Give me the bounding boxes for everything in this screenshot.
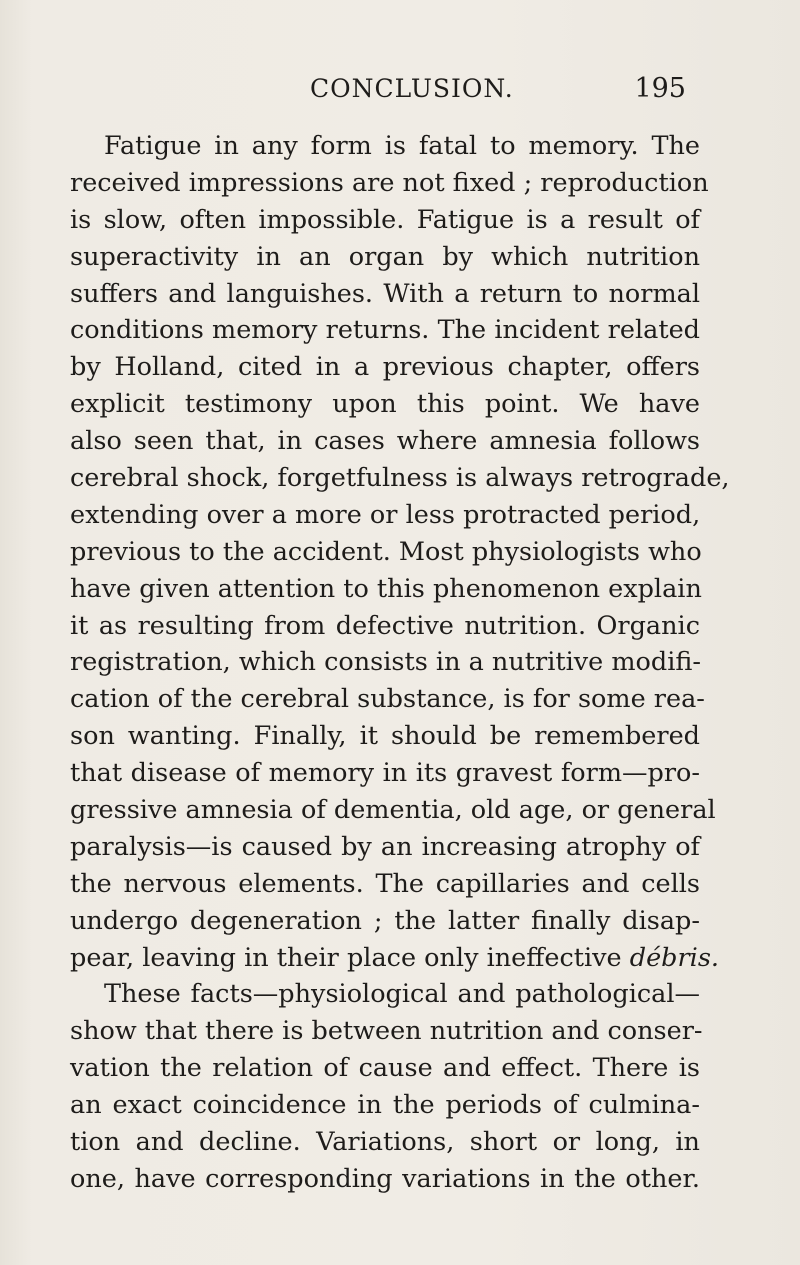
text-line-content: undergo degeneration ; the latter finally disap- [70,905,700,936]
text-line [70,976,700,1013]
running-title: CONCLUSION. [310,74,514,103]
text-line-content: by Holland, cited in a previous chapter, offers [70,352,700,383]
text-line-content: an exact coincidence in the periods of culmina- [70,1090,700,1121]
running-head [0,74,800,114]
text-line [70,1013,703,1050]
text-line [70,903,700,940]
text-line-content: show that there is between nutrition and conser- [70,1016,703,1047]
text-line-content: tion and decline. Variations, short or long, in [70,1127,700,1158]
text-line [70,239,700,276]
body-text [70,128,730,1198]
text-line [70,681,705,718]
text-line [70,608,700,645]
text-line [70,165,709,202]
text-line [70,866,700,903]
text-line [70,755,700,792]
text-line [70,571,700,608]
text-line [70,312,700,349]
text-line [70,202,700,239]
text-line-content: pear, leaving in their place only ineffective [70,942,622,973]
page-number: 195 [634,73,686,104]
text-line [70,1050,700,1087]
text-line-content: vation the relation of cause and effect. There is [70,1053,700,1084]
text-line [70,1161,700,1198]
text-line-content: the nervous elements. The capillaries and cells [70,868,700,899]
text-line [70,423,700,460]
text-line-content: son wanting. Finally, it should be remembered [70,721,700,752]
text-line-content: conditions memory returns. The incident related [70,315,700,346]
text-line [70,497,700,534]
text-line-content: that disease of memory in its gravest form—pro- [70,758,700,789]
text-line-content: cerebral shock, forgetfulness is always retrograde, [70,463,730,494]
text-line [70,460,730,497]
text-line-content: one, have corresponding variations in the other. [70,1163,700,1194]
text-line [70,1087,700,1124]
text-line [70,940,720,977]
text-line-content: extending over a more or less protracted period, [70,499,701,530]
text-line-content: cation of the cerebral substance, is for some rea- [70,684,705,715]
text-line [70,386,700,423]
text-line-content: also seen that, in cases where amnesia follows [70,426,700,457]
text-line-content: suffers and languishes. With a return to normal [70,278,700,309]
text-line-content: previous to the accident. Most physiologists who [70,536,702,567]
text-line [70,128,700,165]
text-line-content: gressive amnesia of dementia, old age, or general [70,795,716,826]
text-line [70,792,716,829]
text-line [70,644,700,681]
text-line [70,829,700,866]
text-line [70,718,700,755]
text-line-content: have given attention to this phenomenon explain [70,573,702,604]
text-line-content: Fatigue in any form is fatal to memory. The [104,131,700,161]
text-line-content: paralysis—is caused by an increasing atrophy of [70,831,700,862]
italic-word: débris. [629,942,720,973]
text-line [70,349,700,386]
text-line-content: registration, which consists in a nutritive modifi- [70,647,701,678]
text-line-content: received impressions are not fixed ; reproduction [70,167,709,198]
text-line-content: is slow, often impossible. Fatigue is a result of [70,204,700,235]
text-line-content: explicit testimony upon this point. We have [70,389,700,420]
text-line-content: it as resulting from defective nutrition. Organic [70,610,700,641]
text-line [70,1124,700,1161]
text-line [70,534,700,571]
text-line [70,276,700,313]
text-line-content: superactivity in an organ by which nutrition [70,241,700,272]
text-line-content: These facts—physiological and pathological— [104,979,700,1010]
